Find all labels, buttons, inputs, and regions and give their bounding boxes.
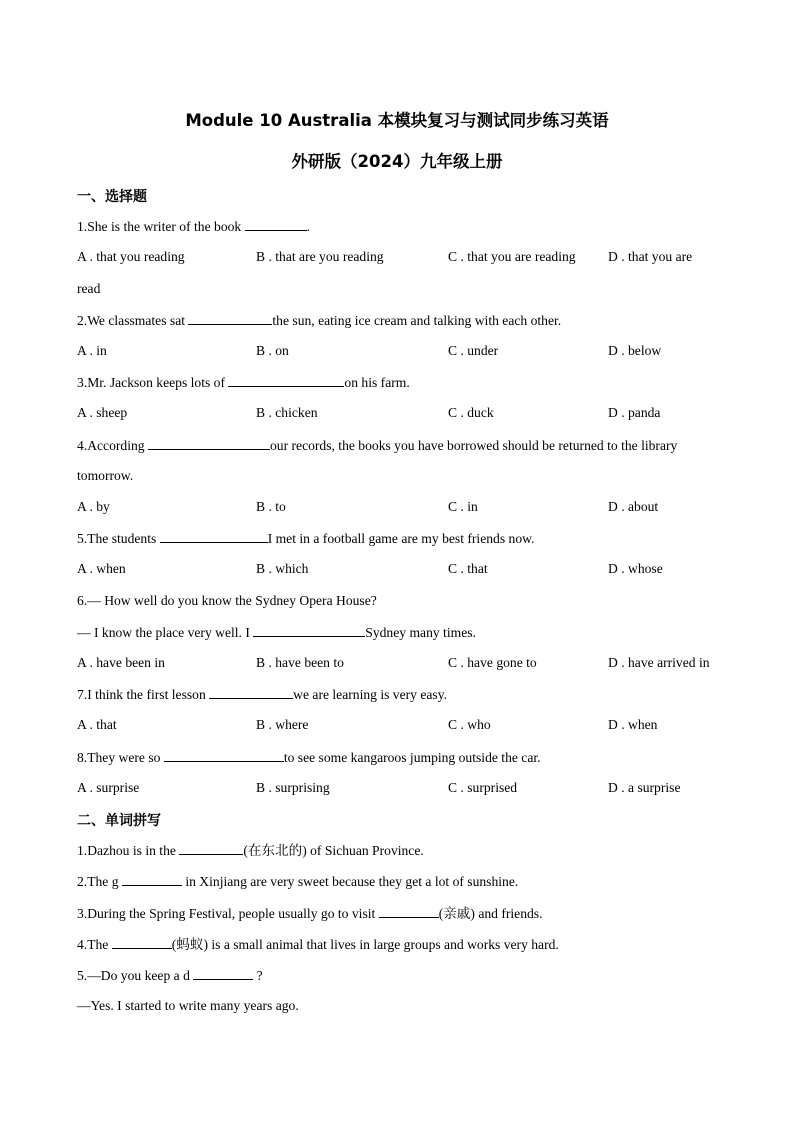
option-c: C . under — [448, 343, 499, 358]
option-a: A . surprise — [77, 780, 140, 795]
option-a: A . that — [77, 717, 117, 732]
answer-blank[interactable] — [253, 623, 365, 637]
answer-blank[interactable] — [193, 966, 253, 980]
option-b: B . that are you reading — [256, 249, 384, 264]
question-3: 3.Mr. Jackson keeps lots of on his farm. — [77, 375, 410, 390]
option-b: B . which — [256, 561, 309, 576]
spelling-item-5: 5.—Do you keep a d ? — [77, 968, 263, 983]
question-8: 8.They were so to see some kangaroos jumping outside the car. — [77, 750, 541, 765]
option-c: C . duck — [448, 405, 494, 420]
option-d: D . about — [608, 499, 659, 514]
option-c: C . have gone to — [448, 655, 537, 670]
spelling-item-5-reply: —Yes. I started to write many years ago. — [77, 998, 299, 1013]
option-b: B . surprising — [256, 780, 330, 795]
option-d: D . below — [608, 343, 662, 358]
question-1: 1.She is the writer of the book . — [77, 219, 311, 234]
question-6: 6.— How well do you know the Sydney Opera House? — [77, 593, 377, 608]
answer-blank[interactable] — [245, 217, 307, 231]
question-2: 2.We classmates sat the sun, eating ice cream and talking with each other. — [77, 313, 562, 328]
option-b: B . to — [256, 499, 286, 514]
option-d: D . have arrived in — [608, 655, 710, 670]
question-4: 4.According our records, the books you have borrowed should be returned to the library — [77, 438, 678, 453]
question-5: 5.The students I met in a football game are my best friends now. — [77, 531, 535, 546]
option-a: A . sheep — [77, 405, 128, 420]
option-d: D . panda — [608, 405, 661, 420]
option-d: D . when — [608, 717, 658, 732]
document-subtitle: 外研版（2024）九年级上册 — [291, 152, 503, 171]
option-c: C . who — [448, 717, 491, 732]
option-a: A . when — [77, 561, 126, 576]
answer-blank[interactable] — [209, 685, 293, 699]
option-c: C . that — [448, 561, 488, 576]
spelling-item-1: 1.Dazhou is in the (在东北的) of Sichuan Province. — [77, 843, 424, 858]
option-b: B . chicken — [256, 405, 318, 420]
option-c: C . in — [448, 499, 478, 514]
answer-blank[interactable] — [164, 748, 284, 762]
spelling-item-2: 2.The g in Xinjiang are very sweet because they get a lot of sunshine. — [77, 874, 519, 889]
option-c: C . surprised — [448, 780, 518, 795]
answer-blank[interactable] — [228, 373, 344, 387]
option-d: D . that you are — [608, 249, 693, 264]
answer-blank[interactable] — [188, 311, 272, 325]
option-d: D . whose — [608, 561, 663, 576]
answer-blank[interactable] — [148, 436, 270, 450]
answer-blank[interactable] — [179, 841, 243, 855]
option-b: B . have been to — [256, 655, 344, 670]
option-a: A . that you reading — [77, 249, 185, 264]
section-heading-multiple-choice: 一、选择题 — [77, 189, 147, 205]
answer-blank[interactable] — [379, 904, 439, 918]
answer-blank[interactable] — [160, 529, 268, 543]
answer-blank[interactable] — [122, 872, 182, 886]
option-d-wrap: read — [77, 281, 101, 296]
question-4-wrap: tomorrow. — [77, 468, 134, 483]
answer-blank[interactable] — [112, 935, 172, 949]
option-d: D . a surprise — [608, 780, 681, 795]
option-b: B . on — [256, 343, 289, 358]
section-heading-spelling: 二、单词拼写 — [77, 813, 161, 829]
option-a: A . by — [77, 499, 110, 514]
option-a: A . in — [77, 343, 107, 358]
option-a: A . have been in — [77, 655, 165, 670]
document-title: Module 10 Australia 本模块复习与测试同步练习英语 — [185, 111, 609, 130]
question-6-reply: — I know the place very well. I Sydney many times. — [77, 625, 476, 640]
option-b: B . where — [256, 717, 309, 732]
spelling-item-4: 4.The (蚂蚁) is a small animal that lives in large groups and works very hard. — [77, 937, 559, 952]
question-7: 7.I think the first lesson we are learning is very easy. — [77, 687, 448, 702]
option-c: C . that you are reading — [448, 249, 576, 264]
spelling-item-3: 3.During the Spring Festival, people usually go to visit (亲戚) and friends. — [77, 906, 543, 921]
